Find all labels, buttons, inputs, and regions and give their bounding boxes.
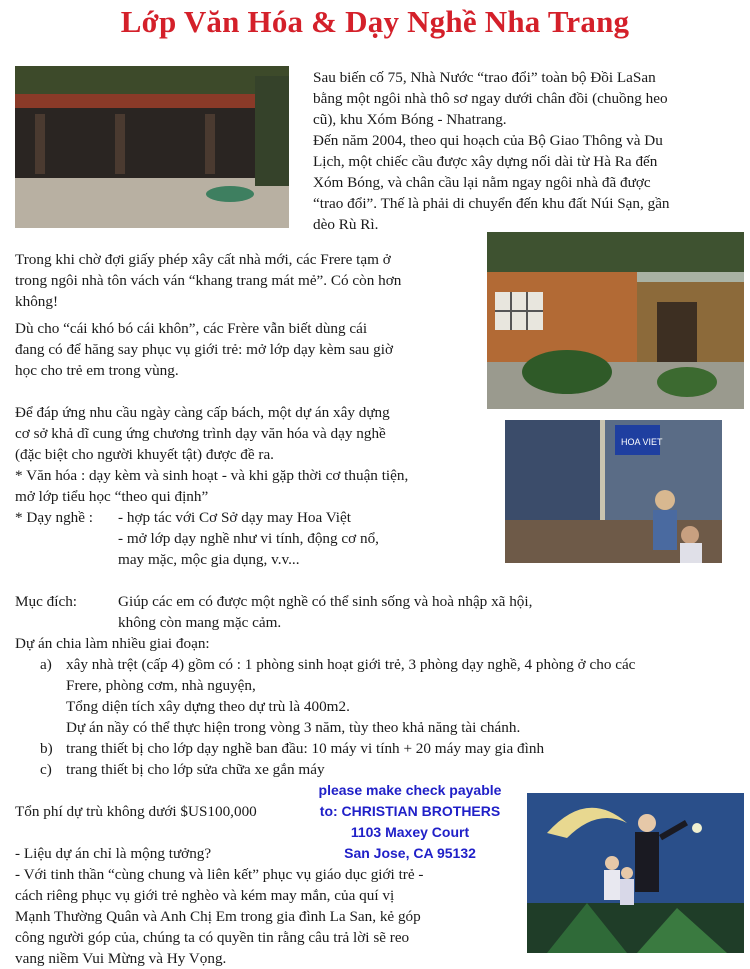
text-line: Mạnh Thường Quân và Anh Chị Em trong gia đình La San, kẻ góp (15, 908, 421, 925)
vocational-label: * Dạy nghề : (15, 509, 94, 526)
text-line: mở lớp tiểu học “theo qui định” (15, 488, 209, 505)
text-line: Giúp các em có được một nghề có thể sinh sống và hoà nhập xã hội, (118, 593, 533, 610)
classroom-sign-text: HOA VIET (621, 437, 663, 447)
text-line: Sau biến cố 75, Nhà Nước “trao đổi” toàn bộ Đồi LaSan (313, 69, 656, 86)
text-line: không! (15, 293, 59, 310)
stage-marker-b: b) (40, 740, 53, 757)
text-line: Dự án nầy có thể thực hiện trong vòng 3 năm, tùy theo khả năng tài chánh. (66, 719, 521, 736)
text-line: Đến năm 2004, theo qui hoạch của Bộ Giao Thông và Du (313, 132, 663, 149)
text-line: (đặc biệt cho người khuyết tật) được đề ra. (15, 446, 274, 463)
text-line: cũ), khu Xóm Bóng - Nhatrang. (313, 111, 507, 128)
text-line: Tổng diện tích xây dựng theo dự trù là 400m2. (66, 698, 350, 715)
text-line: học cho trẻ em trong vùng. (15, 362, 179, 379)
intro-paragraph (313, 67, 743, 235)
text-line: cơ sở khả dĩ cung ứng chương trình dạy văn hóa và dạy nghề (15, 425, 386, 442)
check-line: to: CHRISTIAN BROTHERS (319, 803, 501, 819)
stage-marker-c: c) (40, 761, 52, 778)
text-line: - Liệu dự án chỉ là mộng tưởng? (15, 845, 212, 862)
purpose-text (118, 591, 718, 633)
stage-a-text (66, 654, 746, 738)
stage-c-text: trang thiết bị cho lớp sửa chữa xe gắn máy (66, 761, 325, 778)
check-line: please make check payable (318, 782, 502, 798)
photo-statue (527, 793, 744, 953)
photo-tin-house (487, 232, 744, 409)
text-line: Xóm Bóng, và chân cầu lại nằm ngay ngôi nhà đã được (313, 174, 651, 191)
text-line: công người góp của, chúng ta có quyền tin rằng câu trả lời sẽ reo (15, 929, 410, 946)
project-paragraph (15, 402, 495, 507)
stages-intro: Dự án chia làm nhiều giai đoạn: (15, 635, 210, 652)
text-line: cách riêng phục vụ giới trẻ nghèo và kém may mắn, của quí vị (15, 887, 395, 904)
text-line: bằng một ngôi nhà thô sơ ngay dưới chân đồi (chuồng heo (313, 90, 668, 107)
text-line: Dù cho “cái khó bó cái khôn”, các Frère vẫn biết dùng cái (15, 320, 368, 337)
stage-marker-a: a) (40, 656, 52, 673)
photo-classroom (505, 420, 722, 563)
purpose-label: Mục đích: (15, 593, 78, 610)
text-line: không còn mang mặc cảm. (118, 614, 282, 631)
page-title: Lớp Văn Hóa & Dạy Nghề Nha Trang (120, 4, 630, 39)
waiting-paragraph (15, 249, 485, 312)
closing-paragraph (15, 843, 525, 969)
text-line: Trong khi chờ đợi giấy phép xây cất nhà mới, các Frere tạm ở (15, 251, 391, 268)
check-line: 1103 Maxey Court (350, 824, 470, 840)
text-line: - hợp tác với Cơ Sở dạy may Hoa Việt (118, 509, 351, 526)
text-line: “trao đổi”. Thế là phải di chuyển đến khu đất Núi Sạn, gần (313, 195, 670, 212)
text-line: * Văn hóa : dạy kèm và sinh hoạt - và khi gặp thời cơ thuận tiện, (15, 467, 409, 484)
text-line: dèo Rù Rì. (313, 216, 379, 233)
text-line: - Với tinh thần “cùng chung và liên kết” phục vụ giáo dục giới trẻ - (15, 866, 424, 883)
text-line: đang có để hăng say phục vụ giới trẻ: mở lớp dạy kèm sau giờ (15, 341, 393, 358)
stage-b-text: trang thiết bị cho lớp dạy nghề ban đầu: 10 máy vi tính + 20 máy may gia đình (66, 740, 545, 757)
text-line: trong ngôi nhà tôn vách ván “khang trang mát mẻ”. Có còn hơn (15, 272, 402, 289)
text-line: Frere, phòng cơm, nhà nguyện, (66, 677, 256, 694)
service-paragraph (15, 318, 485, 381)
photo-old-house (15, 66, 289, 228)
text-line: Lịch, một chiếc cầu được xây dựng nối dài từ Hà Ra đến (313, 153, 658, 170)
check-line: San Jose, CA 95132 (344, 845, 476, 861)
text-line: xây nhà trệt (cấp 4) gồm có : 1 phòng sinh hoạt giới trẻ, 3 phòng dạy nghề, 4 phòng ở cho các (66, 656, 636, 673)
text-line: - mở lớp dạy nghề như vi tính, động cơ nổ, (118, 530, 379, 547)
vocational-list (118, 507, 498, 549)
text-line: vang niềm Vui Mừng và Hy Vọng. (15, 950, 227, 967)
estimated-cost: Tổn phí dự trù không dưới $US100,000 (15, 803, 257, 820)
vocational-list-cont: may mặc, mộc gia dụng, v.v... (118, 551, 300, 568)
text-line: Để đáp ứng nhu cầu ngày càng cấp bách, một dự án xây dựng (15, 404, 390, 421)
